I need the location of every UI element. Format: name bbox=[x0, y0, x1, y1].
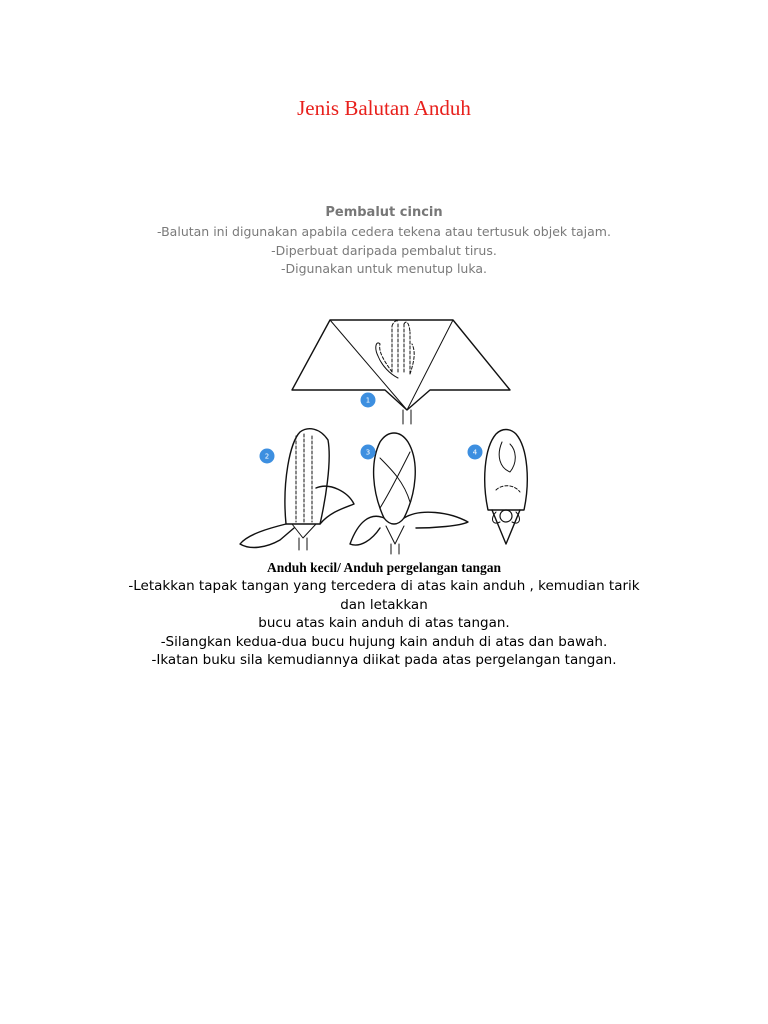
page-title: Jenis Balutan Anduh bbox=[297, 96, 471, 120]
step-badge-label: 3 bbox=[365, 448, 371, 457]
section-line: dan letakkan bbox=[340, 596, 428, 613]
section-line: -Digunakan untuk menutup luka. bbox=[281, 261, 487, 276]
step-badge-3 bbox=[361, 445, 376, 460]
bandage-illustration bbox=[220, 312, 550, 562]
step-2-drawing bbox=[240, 429, 354, 550]
section-line: -Diperbuat daripada pembalut tirus. bbox=[271, 242, 497, 258]
section-line: -Ikatan buku sila kemudiannya diikat pada atas pergelangan tangan. bbox=[151, 652, 617, 668]
section-line: -Balutan ini digunakan apabila cedera tekena atau tertusuk objek tajam. bbox=[157, 224, 611, 239]
step-badge-2 bbox=[260, 449, 275, 464]
section-pembalut-cincin bbox=[0, 204, 768, 279]
step-badge-label: 4 bbox=[472, 448, 478, 457]
section-line: -Silangkan kedua-dua bucu hujung kain anduh di atas dan bawah. bbox=[160, 633, 608, 650]
step-badge-label: 1 bbox=[365, 396, 371, 405]
section-heading: Anduh kecil/ Anduh pergelangan tangan bbox=[266, 560, 502, 575]
step-4-drawing bbox=[485, 430, 528, 545]
section-line: bucu atas kain anduh di atas tangan. bbox=[258, 615, 510, 631]
section-line: -Letakkan tapak tangan yang tercedera di atas kain anduh , kemudian tarik bbox=[128, 578, 640, 594]
section-heading: Pembalut cincin bbox=[325, 205, 443, 220]
section-body bbox=[90, 577, 678, 670]
step-1-drawing bbox=[292, 320, 510, 424]
step-badge-1 bbox=[361, 393, 376, 408]
step-badge-label: 2 bbox=[264, 452, 270, 461]
section-anduh-kecil bbox=[90, 559, 678, 670]
step-badge-4 bbox=[468, 445, 483, 460]
